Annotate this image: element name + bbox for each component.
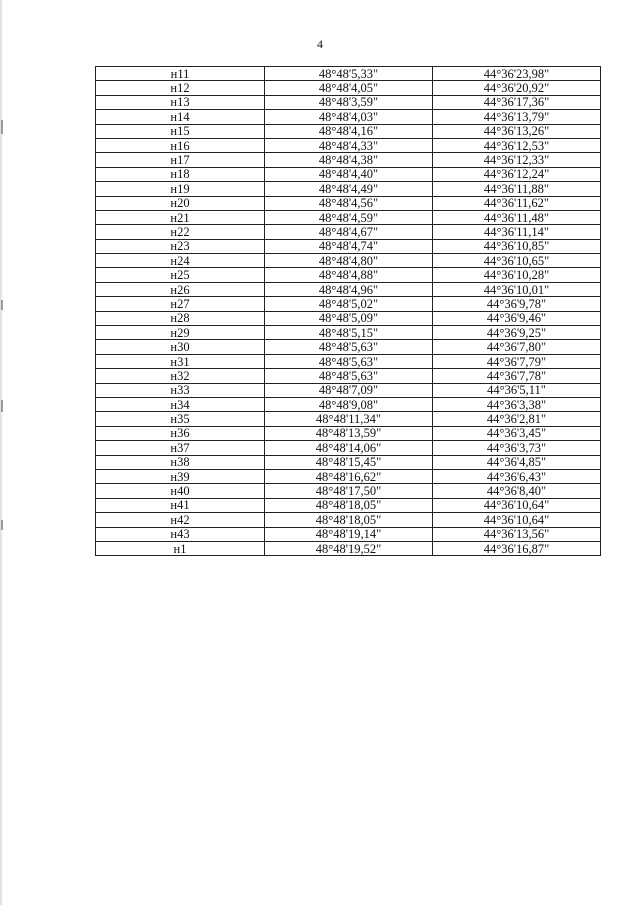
point-id-cell: н22 <box>96 225 265 239</box>
point-id-cell: н32 <box>96 369 265 383</box>
table-row <box>96 541 601 555</box>
scan-mark <box>1 120 3 134</box>
coordinates-table-body <box>96 67 601 556</box>
latitude-cell: 48°48'14,06" <box>265 441 433 455</box>
point-id-cell: н27 <box>96 297 265 311</box>
point-id-cell: н13 <box>96 95 265 109</box>
point-id-cell: н30 <box>96 340 265 354</box>
point-id-cell: н14 <box>96 110 265 124</box>
point-id-cell: н38 <box>96 455 265 469</box>
table-row <box>96 340 601 354</box>
longitude-cell: 44°36'7,79" <box>433 354 601 368</box>
point-id-cell: н31 <box>96 354 265 368</box>
point-id-cell: н34 <box>96 397 265 411</box>
longitude-cell: 44°36'10,28" <box>433 268 601 282</box>
table-row <box>96 95 601 109</box>
latitude-cell: 48°48'11,34" <box>265 412 433 426</box>
longitude-cell: 44°36'20,92" <box>433 81 601 95</box>
latitude-cell: 48°48'5,63" <box>265 369 433 383</box>
table-row <box>96 153 601 167</box>
longitude-cell: 44°36'6,43" <box>433 469 601 483</box>
longitude-cell: 44°36'16,87" <box>433 541 601 555</box>
latitude-cell: 48°48'4,49" <box>265 182 433 196</box>
point-id-cell: н24 <box>96 254 265 268</box>
scan-mark <box>1 400 3 412</box>
latitude-cell: 48°48'4,80" <box>265 254 433 268</box>
latitude-cell: 48°48'19,14" <box>265 527 433 541</box>
point-id-cell: н35 <box>96 412 265 426</box>
table-row <box>96 67 601 81</box>
longitude-cell: 44°36'10,65" <box>433 254 601 268</box>
point-id-cell: н43 <box>96 527 265 541</box>
longitude-cell: 44°36'10,64" <box>433 498 601 512</box>
table-row <box>96 369 601 383</box>
point-id-cell: н40 <box>96 484 265 498</box>
table-row <box>96 326 601 340</box>
longitude-cell: 44°36'9,78" <box>433 297 601 311</box>
point-id-cell: н12 <box>96 81 265 95</box>
table-row <box>96 412 601 426</box>
table-row <box>96 297 601 311</box>
latitude-cell: 48°48'4,74" <box>265 239 433 253</box>
point-id-cell: н37 <box>96 441 265 455</box>
longitude-cell: 44°36'13,79" <box>433 110 601 124</box>
table-row <box>96 282 601 296</box>
latitude-cell: 48°48'9,08" <box>265 397 433 411</box>
latitude-cell: 48°48'5,63" <box>265 340 433 354</box>
latitude-cell: 48°48'4,16" <box>265 124 433 138</box>
point-id-cell: н16 <box>96 138 265 152</box>
table-row <box>96 354 601 368</box>
point-id-cell: н39 <box>96 469 265 483</box>
point-id-cell: н29 <box>96 326 265 340</box>
longitude-cell: 44°36'11,88" <box>433 182 601 196</box>
point-id-cell: н19 <box>96 182 265 196</box>
table-row <box>96 138 601 152</box>
latitude-cell: 48°48'16,62" <box>265 469 433 483</box>
longitude-cell: 44°36'7,80" <box>433 340 601 354</box>
latitude-cell: 48°48'4,03" <box>265 110 433 124</box>
latitude-cell: 48°48'13,59" <box>265 426 433 440</box>
point-id-cell: н1 <box>96 541 265 555</box>
point-id-cell: н41 <box>96 498 265 512</box>
latitude-cell: 48°48'4,38" <box>265 153 433 167</box>
latitude-cell: 48°48'15,45" <box>265 455 433 469</box>
longitude-cell: 44°36'3,38" <box>433 397 601 411</box>
table-row <box>96 513 601 527</box>
table-row <box>96 455 601 469</box>
longitude-cell: 44°36'11,62" <box>433 196 601 210</box>
longitude-cell: 44°36'3,45" <box>433 426 601 440</box>
latitude-cell: 48°48'4,40" <box>265 167 433 181</box>
latitude-cell: 48°48'5,63" <box>265 354 433 368</box>
table-row <box>96 397 601 411</box>
latitude-cell: 48°48'19,52" <box>265 541 433 555</box>
point-id-cell: н20 <box>96 196 265 210</box>
longitude-cell: 44°36'4,85" <box>433 455 601 469</box>
table-row <box>96 484 601 498</box>
longitude-cell: 44°36'9,25" <box>433 326 601 340</box>
longitude-cell: 44°36'5,11" <box>433 383 601 397</box>
longitude-cell: 44°36'12,33" <box>433 153 601 167</box>
table-row <box>96 498 601 512</box>
table-row <box>96 124 601 138</box>
table-row <box>96 196 601 210</box>
longitude-cell: 44°36'17,36" <box>433 95 601 109</box>
longitude-cell: 44°36'13,56" <box>433 527 601 541</box>
page-number: 4 <box>317 37 323 51</box>
longitude-cell: 44°36'11,14" <box>433 225 601 239</box>
scan-mark <box>1 300 3 310</box>
point-id-cell: н33 <box>96 383 265 397</box>
latitude-cell: 48°48'4,56" <box>265 196 433 210</box>
latitude-cell: 48°48'4,96" <box>265 282 433 296</box>
point-id-cell: н15 <box>96 124 265 138</box>
point-id-cell: н23 <box>96 239 265 253</box>
table-row <box>96 268 601 282</box>
latitude-cell: 48°48'17,50" <box>265 484 433 498</box>
longitude-cell: 44°36'10,85" <box>433 239 601 253</box>
latitude-cell: 48°48'18,05" <box>265 498 433 512</box>
table-row <box>96 225 601 239</box>
point-id-cell: н36 <box>96 426 265 440</box>
coordinates-table <box>95 66 601 556</box>
longitude-cell: 44°36'11,48" <box>433 210 601 224</box>
latitude-cell: 48°48'4,33" <box>265 138 433 152</box>
table-row <box>96 239 601 253</box>
table-row <box>96 182 601 196</box>
longitude-cell: 44°36'12,24" <box>433 167 601 181</box>
longitude-cell: 44°36'2,81" <box>433 412 601 426</box>
longitude-cell: 44°36'10,01" <box>433 282 601 296</box>
longitude-cell: 44°36'7,78" <box>433 369 601 383</box>
point-id-cell: н25 <box>96 268 265 282</box>
scan-mark <box>1 520 3 530</box>
point-id-cell: н11 <box>96 67 265 81</box>
table-row <box>96 426 601 440</box>
longitude-cell: 44°36'9,46" <box>433 311 601 325</box>
table-row <box>96 469 601 483</box>
latitude-cell: 48°48'7,09" <box>265 383 433 397</box>
table-row <box>96 210 601 224</box>
longitude-cell: 44°36'8,40" <box>433 484 601 498</box>
table-row <box>96 527 601 541</box>
longitude-cell: 44°36'3,73" <box>433 441 601 455</box>
point-id-cell: н17 <box>96 153 265 167</box>
point-id-cell: н42 <box>96 513 265 527</box>
scan-left-edge <box>0 0 3 905</box>
latitude-cell: 48°48'5,02" <box>265 297 433 311</box>
longitude-cell: 44°36'12,53" <box>433 138 601 152</box>
table-row <box>96 383 601 397</box>
latitude-cell: 48°48'4,88" <box>265 268 433 282</box>
latitude-cell: 48°48'3,59" <box>265 95 433 109</box>
table-row <box>96 81 601 95</box>
point-id-cell: н28 <box>96 311 265 325</box>
table-row <box>96 167 601 181</box>
latitude-cell: 48°48'5,09" <box>265 311 433 325</box>
longitude-cell: 44°36'10,64" <box>433 513 601 527</box>
table-row <box>96 441 601 455</box>
latitude-cell: 48°48'4,67" <box>265 225 433 239</box>
latitude-cell: 48°48'5,33" <box>265 67 433 81</box>
latitude-cell: 48°48'18,05" <box>265 513 433 527</box>
table-row <box>96 254 601 268</box>
longitude-cell: 44°36'13,26" <box>433 124 601 138</box>
point-id-cell: н26 <box>96 282 265 296</box>
point-id-cell: н18 <box>96 167 265 181</box>
table-row <box>96 311 601 325</box>
latitude-cell: 48°48'4,05" <box>265 81 433 95</box>
longitude-cell: 44°36'23,98" <box>433 67 601 81</box>
latitude-cell: 48°48'5,15" <box>265 326 433 340</box>
latitude-cell: 48°48'4,59" <box>265 210 433 224</box>
point-id-cell: н21 <box>96 210 265 224</box>
table-row <box>96 110 601 124</box>
